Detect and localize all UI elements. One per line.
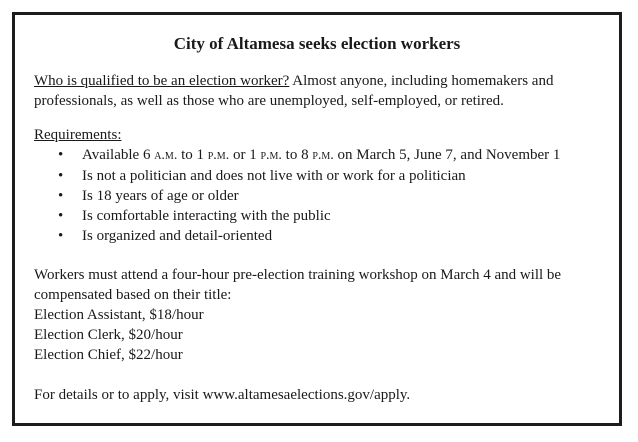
notice-box bbox=[12, 12, 622, 426]
pay-rate: Election Assistant, $18/hour bbox=[34, 307, 204, 323]
requirements-heading: Requirements: bbox=[34, 127, 122, 143]
availability-text: or 1 bbox=[229, 147, 261, 163]
training-paragraph: Workers must attend a four-hour pre-election training workshop on March 4 and will be compensated based on their title: bbox=[34, 267, 562, 303]
requirement-item: • Is organized and detail-oriented bbox=[58, 226, 600, 246]
qualified-paragraph bbox=[34, 71, 600, 111]
details-text: For details or to apply, visit www.altamesaelections.gov/apply. bbox=[34, 387, 411, 403]
availability-text: to 1 bbox=[177, 147, 208, 163]
availability-text: to 8 bbox=[281, 147, 313, 163]
availability-text: on March 5, June 7, and November 1 bbox=[333, 147, 561, 163]
requirement-item: • Is comfortable interacting with the public bbox=[58, 206, 600, 226]
time-abbrev: p.m. bbox=[207, 148, 230, 163]
requirements-list bbox=[34, 145, 600, 246]
pay-rate: Election Chief, $22/hour bbox=[34, 347, 183, 363]
pay-rate: Election Clerk, $20/hour bbox=[34, 327, 183, 343]
time-abbrev: a.m. bbox=[154, 148, 178, 163]
time-abbrev: p.m. bbox=[312, 148, 334, 163]
requirement-item: • Is 18 years of age or older bbox=[58, 186, 600, 206]
time-abbrev: p.m. bbox=[260, 148, 282, 163]
qualified-question: Who is qualified to be an election worker? bbox=[34, 73, 290, 89]
notice-title: City of Altamesa seeks election workers bbox=[173, 34, 461, 53]
requirement-availability bbox=[58, 145, 600, 166]
requirement-item: • Is not a politician and does not live with or work for a politician bbox=[58, 166, 600, 186]
availability-text: Available 6 bbox=[82, 147, 155, 163]
qualified-answer: Almost anyone, including homemakers and professionals, as well as those who are unemployed, self-employed, or retired. bbox=[34, 73, 554, 109]
